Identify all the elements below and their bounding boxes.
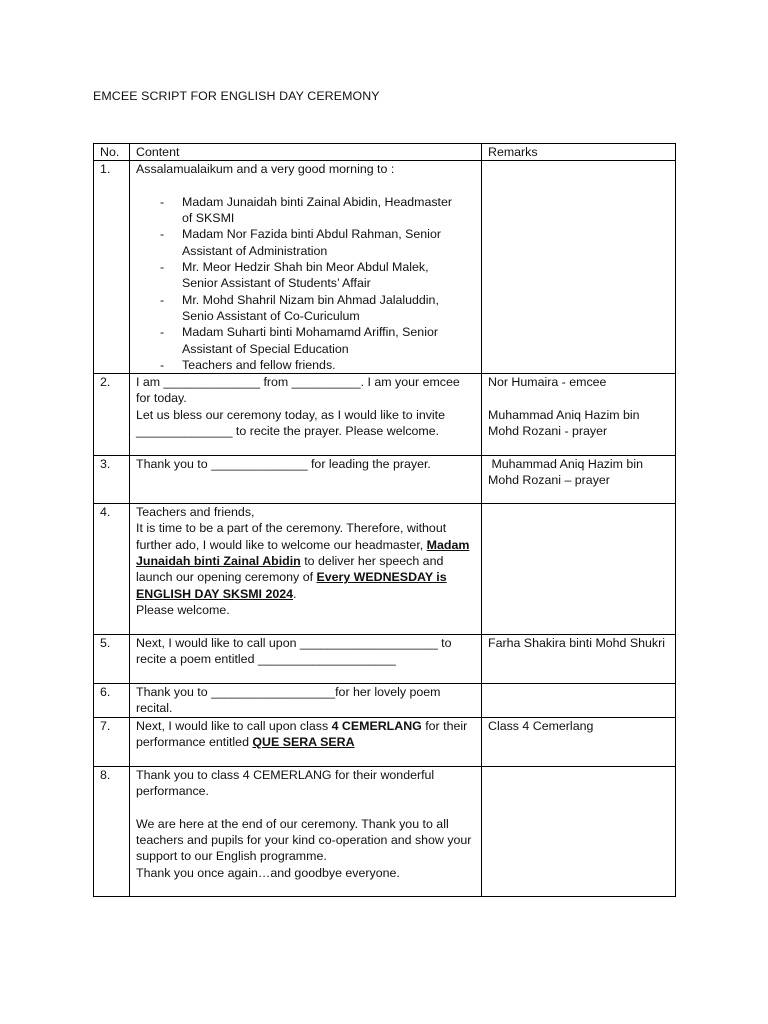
row-remarks xyxy=(482,161,676,374)
row-content: Thank you to ______________ for leading the prayer. xyxy=(130,456,482,504)
row-remarks: Farha Shakira binti Mohd Shukri xyxy=(482,635,676,684)
table-row xyxy=(94,456,676,504)
emcee-intro-text: I am ______________ from __________. I am your emcee for today. xyxy=(136,375,460,406)
prayer-invite-text: Let us bless our ceremony today, as I would like to invite ______________ to recite the prayer. Please welcome. xyxy=(136,407,446,439)
list-item: - Madam Suharti binti Mohamamd Ariffin, Senior Assistant of Special Education xyxy=(182,324,475,357)
table-row xyxy=(94,161,676,374)
row-number: 3. xyxy=(94,456,130,504)
table-row xyxy=(94,766,676,896)
table-row xyxy=(94,374,676,456)
table-row xyxy=(94,717,676,766)
row-number: 4. xyxy=(94,504,130,635)
goodbye-text: Thank you once again…and goodbye everyone. xyxy=(136,865,400,880)
row-number: 8. xyxy=(94,766,130,896)
table-row xyxy=(94,684,676,718)
performance-title: QUE SERA SERA xyxy=(252,735,355,750)
row-remarks: Class 4 Cemerlang xyxy=(482,717,676,766)
row-remarks: Muhammad Aniq Hazim bin Mohd Rozani – prayer xyxy=(482,456,676,504)
header-content: Content xyxy=(130,144,482,161)
greeting-text: Assalamualaikum and a very good morning to : xyxy=(136,162,395,177)
row-number: 7. xyxy=(94,717,130,766)
row-remarks xyxy=(482,504,676,635)
list-item: - Mr. Mohd Shahril Nizam bin Ahmad Jalaluddin, Senio Assistant of Co-Curiculum xyxy=(182,292,475,325)
thanks-text: Thank you to class 4 CEMERLANG for their wonderful performance. xyxy=(136,767,435,799)
document-title: EMCEE SCRIPT FOR ENGLISH DAY CEREMONY xyxy=(93,89,380,103)
row-number: 6. xyxy=(94,684,130,718)
list-item: - Teachers and fellow friends. xyxy=(182,357,475,373)
row-content xyxy=(130,161,482,374)
table-row xyxy=(94,504,676,635)
row-content: Thank you to __________________for her lovely poem recital. xyxy=(130,684,482,718)
headmaster-invite-text: It is time to be a part of the ceremony. Therefore, without further ado, I would like to welcome our headmaster, Madam Junaidah binti Zainal Abidin to deliver her speech and launch our opening ceremony of Every WEDNESDAY is ENGLISH DAY SKSMI 2024. xyxy=(136,521,470,601)
row-number: 2. xyxy=(94,374,130,456)
event-name: Every WEDNESDAY is ENGLISH DAY SKSMI 2024 xyxy=(136,570,447,601)
row-content xyxy=(130,374,482,456)
row-content: Next, I would like to call upon class 4 CEMERLANG for their performance entitled QUE SERA SERA xyxy=(130,717,482,766)
header-no: No. xyxy=(94,144,130,161)
row-content: Next, I would like to call upon ____________________ to recite a poem entitled ____________________ xyxy=(130,635,482,684)
header-remarks: Remarks xyxy=(482,144,676,161)
class-name: 4 CEMERLANG xyxy=(331,718,422,733)
list-item: - Madam Nor Fazida binti Abdul Rahman, Senior Assistant of Administration xyxy=(182,226,475,259)
table-row xyxy=(94,635,676,684)
row-number: 1. xyxy=(94,161,130,374)
row-content xyxy=(130,766,482,896)
list-item: - Mr. Meor Hedzir Shah bin Meor Abdul Malek, Senior Assistant of Students’ Affair xyxy=(182,259,475,292)
remarks-emcee: Nor Humaira - emcee xyxy=(488,375,607,390)
headmaster-name: Madam Junaidah binti Zainal Abidin xyxy=(136,537,470,569)
row-number: 5. xyxy=(94,635,130,684)
dignitaries-list xyxy=(136,194,475,373)
row-remarks xyxy=(482,684,676,718)
table-header-row xyxy=(94,144,676,161)
greeting-text: Teachers and friends, xyxy=(136,505,255,520)
remarks-prayer: Muhammad Aniq Hazim bin Mohd Rozani - prayer xyxy=(488,407,640,439)
row-remarks xyxy=(482,766,676,896)
emcee-script-table xyxy=(93,143,676,897)
list-item: - Madam Junaidah binti Zainal Abidin, Headmaster of SKSMI xyxy=(182,194,475,227)
row-content xyxy=(130,504,482,635)
welcome-text: Please welcome. xyxy=(136,602,230,617)
closing-text: We are here at the end of our ceremony. Thank you to all teachers and pupils for your kind co-operation and show your support to our English programme. xyxy=(136,816,472,864)
row-remarks xyxy=(482,374,676,456)
